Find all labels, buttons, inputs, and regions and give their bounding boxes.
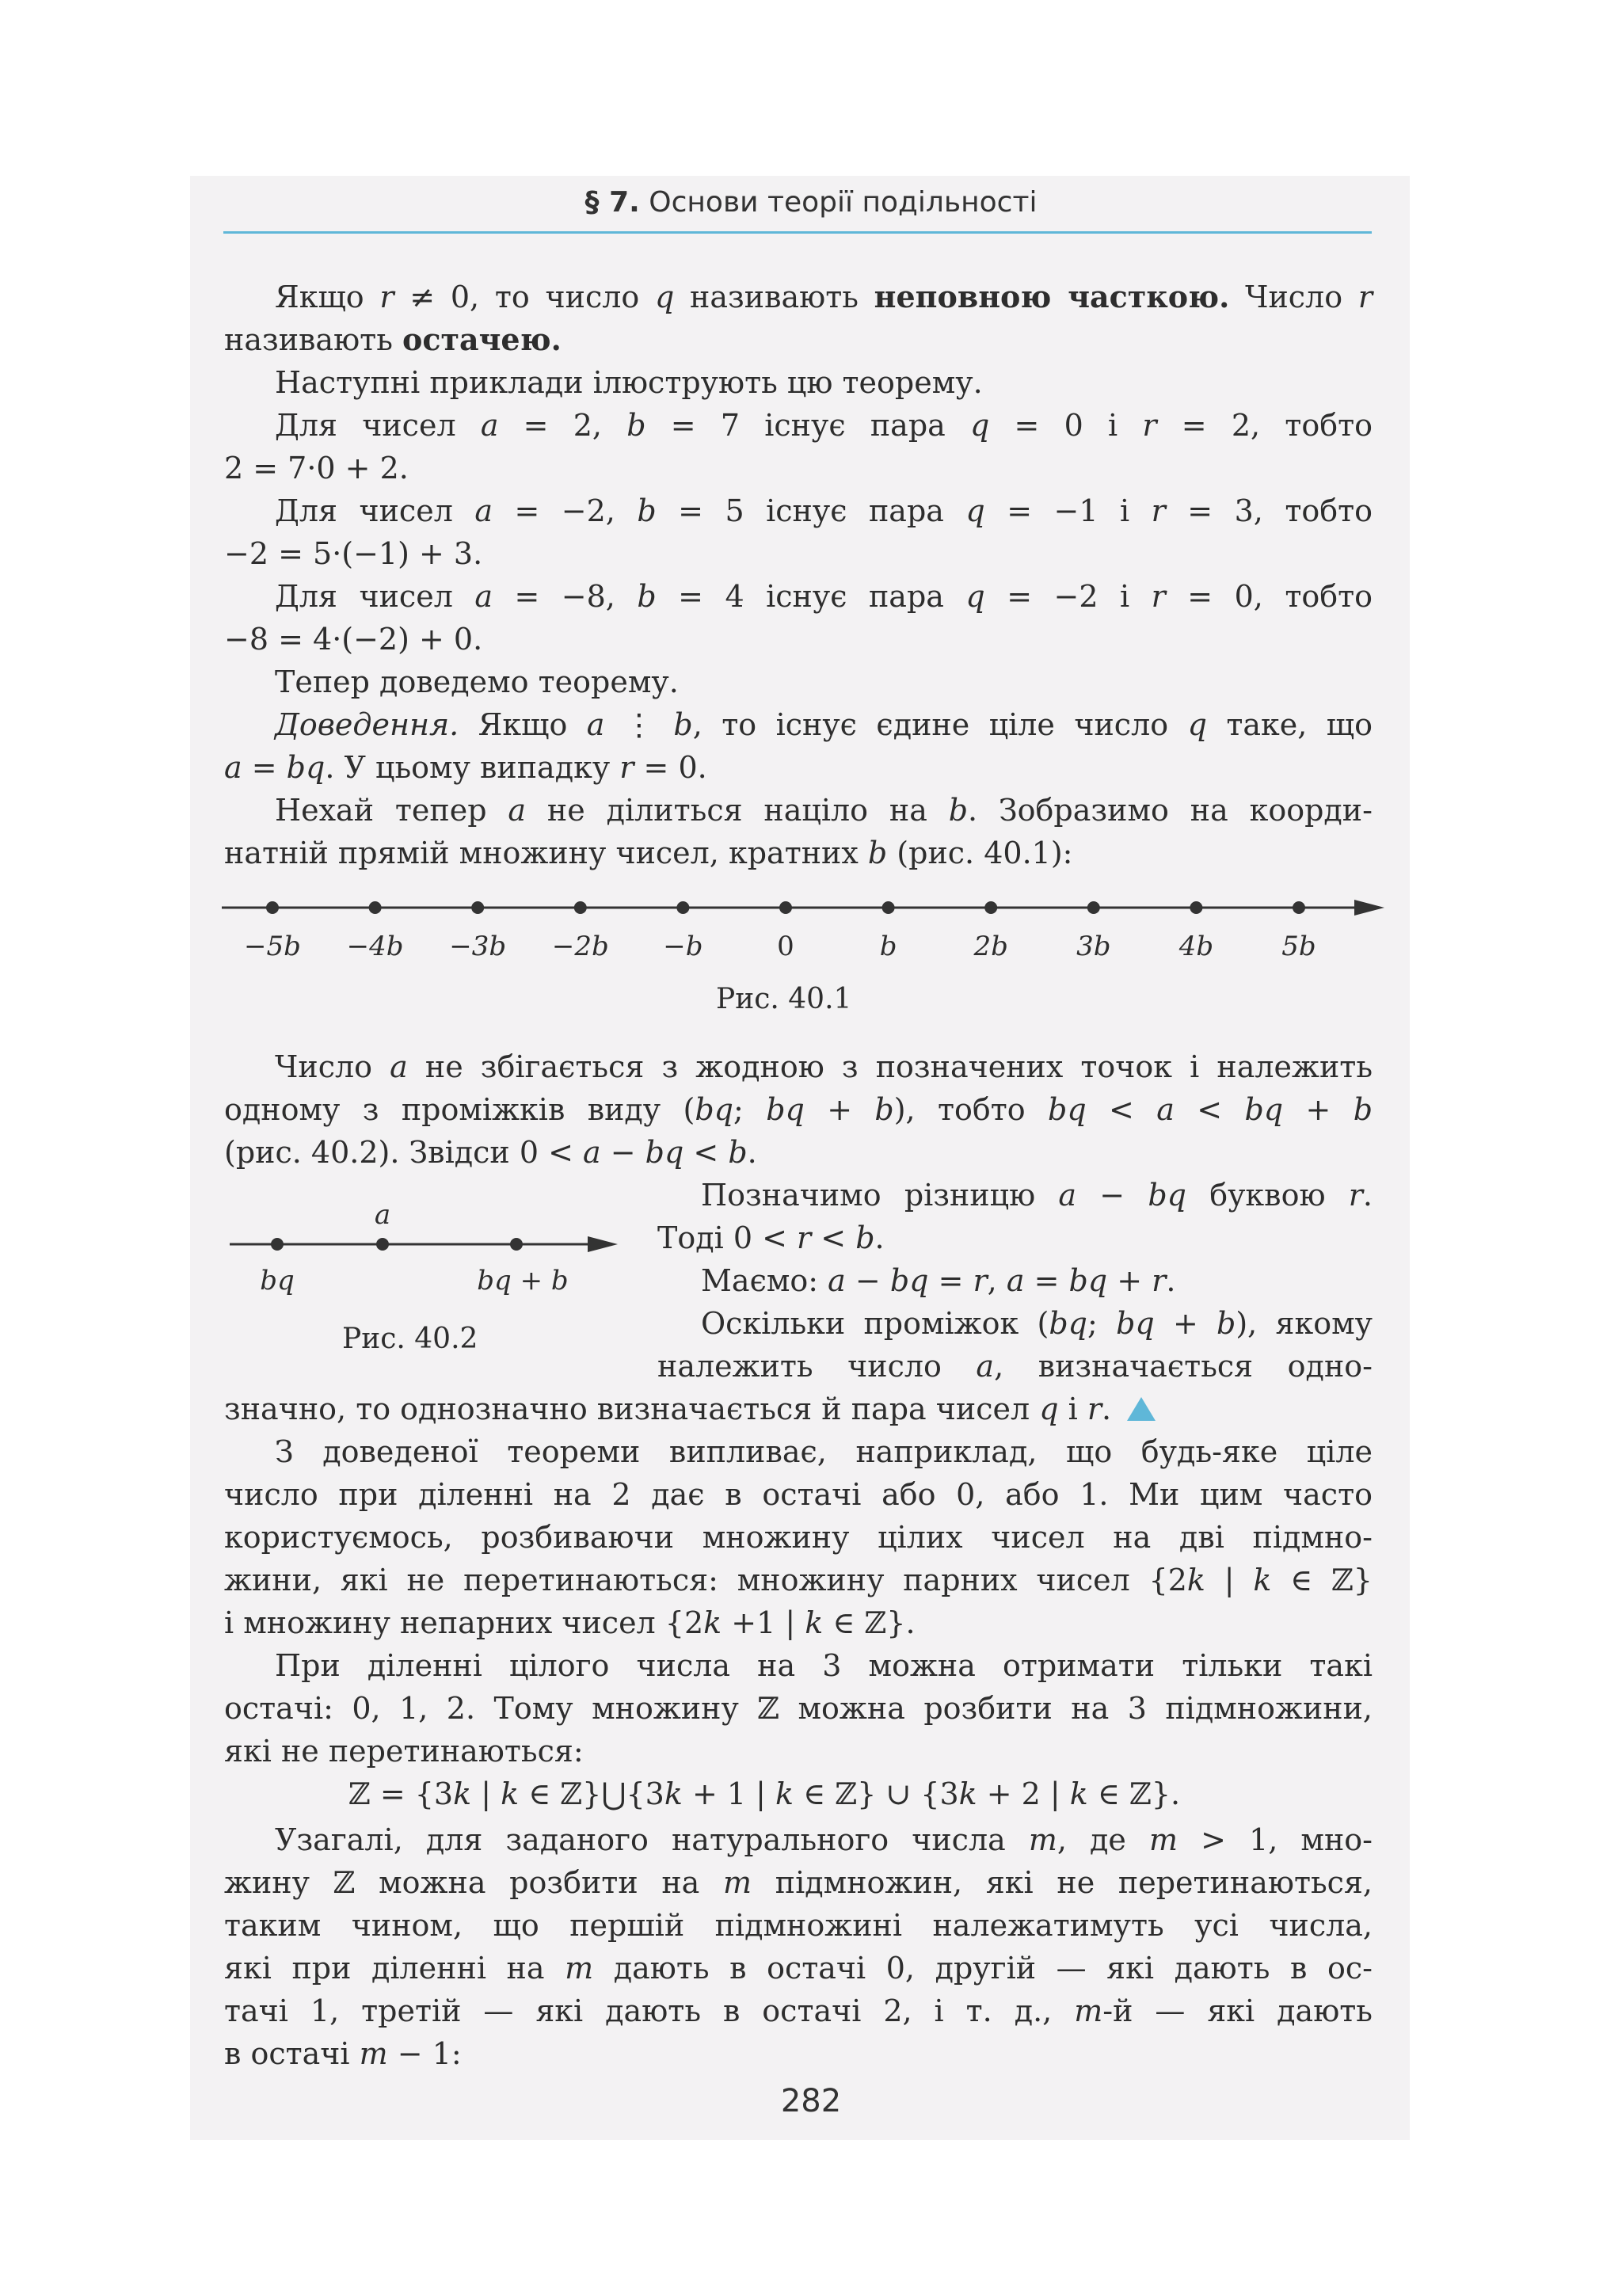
point-bq	[271, 1238, 284, 1251]
number-line-figure-40-2	[222, 1200, 634, 1303]
tick-label: 3b	[1076, 931, 1111, 962]
text-line: Тепер доведемо теорему.	[275, 664, 679, 699]
figure-caption-40-1: Рис. 40.1	[716, 983, 852, 1015]
axis-arrow	[588, 1236, 618, 1252]
text-line: жину ℤ можна розбити на m підмножин, які не перетинаються,	[224, 1865, 1373, 1900]
tick-label: 0	[777, 931, 794, 962]
tick-label: −2b	[551, 931, 609, 962]
text-line: остачі: 0, 1, 2. Тому множину ℤ можна розбити на 3 підмножини,	[224, 1691, 1373, 1726]
tick-point	[471, 901, 484, 914]
label-a: a	[374, 1200, 391, 1231]
text-line: Оскільки проміжок (bq; bq + b), якому	[701, 1306, 1373, 1341]
tick-label: 2b	[973, 931, 1008, 962]
text-line: Число a не збігається з жодною з позначених точок і належить	[275, 1049, 1373, 1084]
text-line: значно, то однозначно визначається й пара чисел q і r.	[224, 1388, 1373, 1430]
text-line: натній прямій множину чисел, кратних b (рис. 40.1):	[224, 836, 1073, 870]
tick-label: −4b	[346, 931, 404, 962]
end-of-proof-icon	[1127, 1397, 1156, 1421]
text-line: Для чисел a = −2, b = 5 існує пара q = −1 і r = 3, тобто	[275, 493, 1373, 528]
text-line: a = bq. У цьому випадку r = 0.	[224, 750, 707, 785]
tick-label: b	[879, 931, 897, 962]
text-line: число при діленні на 2 дає в остачі або 0, або 1. Ми цим часто	[224, 1477, 1373, 1512]
tick-point	[266, 901, 279, 914]
tick-point	[882, 901, 895, 914]
text-line: тачі 1, третій — які дають в остачі 2, і т. д., m-й — які дають	[224, 1993, 1373, 2028]
text-line: називають остачею.	[224, 322, 562, 357]
text-line: При діленні цілого числа на 3 можна отримати тільки такі	[275, 1648, 1373, 1683]
figure-caption-40-2: Рис. 40.2	[342, 1323, 478, 1355]
section-header: § 7. Основи теорії подільності	[584, 186, 1038, 219]
text-line: Доведення. Якщо a ⋮ b, то існує єдине ціле число q таке, що	[275, 707, 1373, 742]
tick-label: 5b	[1281, 931, 1316, 962]
tick-point	[1293, 901, 1305, 914]
tick-point	[1087, 901, 1100, 914]
formula-line: ℤ = {3k | k ∈ ℤ}⋃{3k + 1 | k ∈ ℤ} ∪ {3k + 2 | k ∈ ℤ}.	[348, 1776, 1181, 1811]
text-line: одному з проміжків виду (bq; bq + b), тобто bq < a < bq + b	[224, 1092, 1373, 1127]
tick-point	[676, 901, 689, 914]
tick-label: −5b	[244, 931, 301, 962]
page-number: 282	[780, 2083, 842, 2119]
tick-point	[984, 901, 997, 914]
text-line: Наступні приклади ілюструють цю теорему.	[275, 365, 983, 400]
tick-point	[779, 901, 792, 914]
text-line: (рис. 40.2). Звідси 0 < a − bq < b.	[224, 1135, 757, 1170]
tick-label: −3b	[449, 931, 507, 962]
text-line: користуємось, розбиваючи множину цілих чисел на дві підмно-	[224, 1520, 1373, 1555]
text-line: Тоді 0 < r < b.	[657, 1220, 885, 1255]
text-line: в остачі m − 1:	[224, 2036, 462, 2071]
number-line-figure-40-1	[214, 879, 1394, 974]
tick-point	[1190, 901, 1202, 914]
text-line: Для чисел a = −8, b = 4 існує пара q = −2 і r = 0, тобто	[275, 579, 1373, 614]
text-line: Нехай тепер a не ділиться націло на b. Зобразимо на коорди-	[275, 793, 1373, 828]
text-line: Якщо r ≠ 0, то число q називають неповною часткою. Число r	[275, 279, 1373, 314]
axis-arrow	[1354, 900, 1384, 916]
text-line: 2 = 7·0 + 2.	[224, 451, 409, 485]
label-bq: bq	[260, 1265, 295, 1296]
point-bq-plus-b	[510, 1238, 523, 1251]
header-rule	[223, 231, 1372, 234]
text-line: і множину непарних чисел {2k +1 | k ∈ ℤ}.	[224, 1605, 916, 1640]
text-line: Маємо: a − bq = r, a = bq + r.	[701, 1263, 1176, 1298]
text-line: Для чисел a = 2, b = 7 існує пара q = 0 і r = 2, тобто	[275, 408, 1373, 443]
text-line: −8 = 4·(−2) + 0.	[224, 622, 483, 657]
text-line: належить число a, визначається одно-	[657, 1349, 1373, 1384]
text-line: жини, які не перетинаються: множину парних чисел {2k | k ∈ ℤ}	[224, 1563, 1373, 1597]
text-line: −2 = 5·(−1) + 3.	[224, 536, 483, 571]
tick-point	[574, 901, 587, 914]
tick-label: −b	[663, 931, 703, 962]
text-line: Позначимо різницю a − bq буквою r.	[701, 1178, 1373, 1213]
text-line: таким чином, що першій підмножині належатимуть усі числа,	[224, 1908, 1373, 1943]
text-line: Узагалі, для заданого натурального числа m, де m > 1, мно-	[275, 1822, 1373, 1857]
text-line: З доведеної теореми випливає, наприклад, що будь-яке ціле	[275, 1434, 1373, 1469]
point-a	[376, 1238, 389, 1251]
tick-label: 4b	[1178, 931, 1214, 962]
text-line: які при діленні на m дають в остачі 0, другій — які дають в ос-	[224, 1951, 1373, 1986]
text-line: які не перетинаються:	[224, 1734, 584, 1769]
tick-point	[369, 901, 382, 914]
label-bq-plus-b: bq + b	[477, 1265, 569, 1296]
